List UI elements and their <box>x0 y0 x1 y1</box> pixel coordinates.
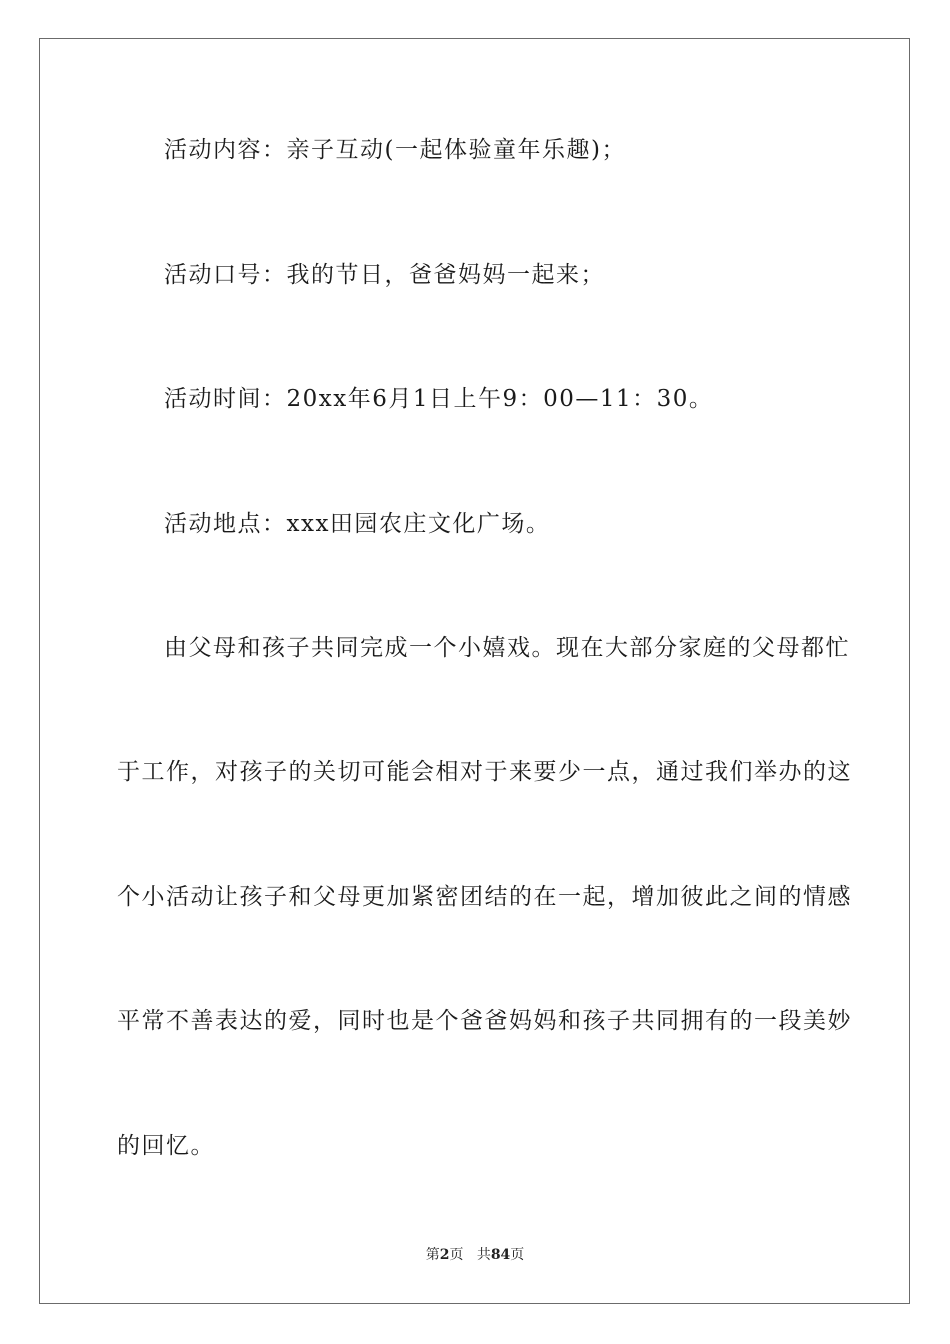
total-pages: 84 <box>490 1247 511 1263</box>
activity-slogan-line: 活动口号：我的节日，爸爸妈妈一起来； <box>164 262 605 288</box>
paragraph-line-1: 由父母和孩子共同完成一个小嬉戏。现在大部分家庭的父母都忙 <box>164 635 850 661</box>
paragraph-line-4: 平常不善表达的爱，同时也是个爸爸妈妈和孩子共同拥有的一段美妙 <box>117 1008 852 1034</box>
activity-location-line: 活动地点：xxx田园农庄文化广场。 <box>164 511 551 537</box>
paragraph-line-5: 的回忆。 <box>117 1133 215 1159</box>
paragraph-line-2: 于工作，对孩子的关切可能会相对于来要少一点，通过我们举办的这 <box>117 759 852 785</box>
page-footer <box>0 1246 950 1264</box>
page-suffix: 页 <box>449 1247 464 1263</box>
paragraph-line-3: 个小活动让孩子和父母更加紧密团结的在一起，增加彼此之间的情感 <box>117 884 852 910</box>
total-prefix: 共 <box>476 1247 491 1263</box>
total-suffix: 页 <box>510 1247 525 1263</box>
page-number: 2 <box>439 1247 450 1263</box>
activity-time-line: 活动时间：20xx年6月1日上午9：00—11：30。 <box>164 386 714 412</box>
page-border <box>39 38 910 1304</box>
page-prefix: 第 <box>425 1247 440 1263</box>
activity-content-line: 活动内容：亲子互动(一起体验童年乐趣)； <box>164 137 626 163</box>
